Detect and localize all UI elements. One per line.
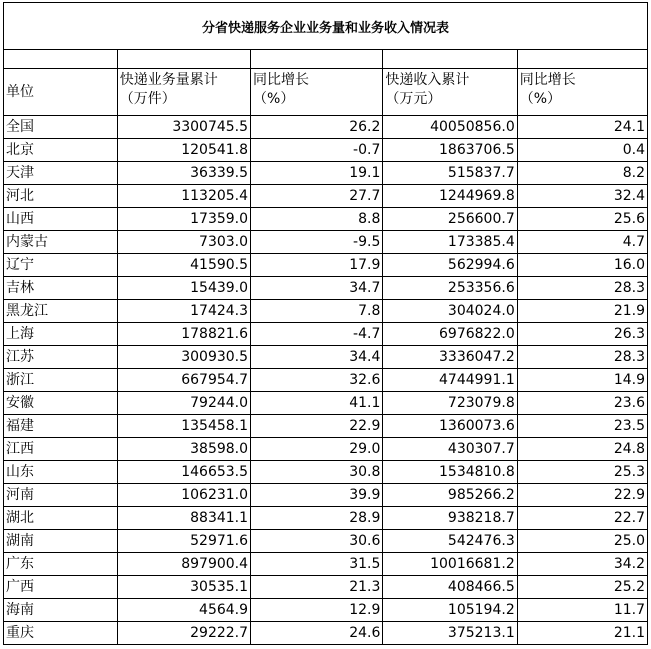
volume-cell[interactable]: 7303.0 <box>117 231 250 254</box>
revenue-yoy-cell[interactable]: 16.0 <box>517 254 647 277</box>
volume-yoy-cell[interactable]: -9.5 <box>251 231 383 254</box>
region-cell[interactable]: 内蒙古 <box>4 231 118 254</box>
region-cell[interactable]: 上海 <box>4 323 118 346</box>
region-cell[interactable]: 辽宁 <box>4 254 118 277</box>
revenue-yoy-cell[interactable]: 24.8 <box>517 438 647 461</box>
volume-yoy-cell[interactable]: 30.8 <box>251 461 383 484</box>
revenue-cell[interactable]: 10016681.2 <box>383 553 517 576</box>
table-row <box>4 461 648 484</box>
revenue-cell[interactable]: 723079.8 <box>383 392 517 415</box>
region-cell[interactable]: 海南 <box>4 599 118 622</box>
revenue-yoy-cell[interactable]: 23.5 <box>517 415 647 438</box>
volume-cell[interactable]: 3300745.5 <box>117 116 250 139</box>
blank-cell[interactable] <box>117 50 250 69</box>
revenue-cell[interactable]: 542476.3 <box>383 530 517 553</box>
volume-yoy-cell[interactable]: 7.8 <box>251 300 383 323</box>
region-cell[interactable]: 河南 <box>4 484 118 507</box>
volume-yoy-cell[interactable]: 28.9 <box>251 507 383 530</box>
table-row <box>4 116 648 139</box>
volume-cell[interactable]: 36339.5 <box>117 162 250 185</box>
revenue-yoy-cell[interactable]: 28.3 <box>517 277 647 300</box>
region-cell[interactable]: 山西 <box>4 208 118 231</box>
region-cell[interactable]: 江苏 <box>4 346 118 369</box>
header-volume-yoy-label: 同比增长 <box>253 72 310 88</box>
header-row <box>4 69 648 116</box>
revenue-yoy-cell[interactable]: 25.6 <box>517 208 647 231</box>
volume-cell[interactable]: 30535.1 <box>117 576 250 599</box>
region-cell[interactable]: 山东 <box>4 461 118 484</box>
blank-cell[interactable] <box>517 50 647 69</box>
volume-yoy-cell[interactable]: 34.7 <box>251 277 383 300</box>
table-row <box>4 254 648 277</box>
revenue-yoy-cell[interactable]: 25.2 <box>517 576 647 599</box>
volume-yoy-cell[interactable]: 24.6 <box>251 622 383 645</box>
region-cell[interactable]: 湖北 <box>4 507 118 530</box>
table-row <box>4 185 648 208</box>
blank-cell[interactable] <box>4 50 118 69</box>
revenue-yoy-cell[interactable]: 26.3 <box>517 323 647 346</box>
revenue-cell[interactable]: 515837.7 <box>383 162 517 185</box>
table-row <box>4 277 648 300</box>
volume-yoy-cell[interactable]: 29.0 <box>251 438 383 461</box>
revenue-yoy-cell[interactable]: 24.1 <box>517 116 647 139</box>
revenue-yoy-cell[interactable]: 14.9 <box>517 369 647 392</box>
volume-cell[interactable]: 106231.0 <box>117 484 250 507</box>
region-cell[interactable]: 天津 <box>4 162 118 185</box>
header-revenue-unit: （万元） <box>385 91 442 107</box>
table-row <box>4 507 648 530</box>
revenue-yoy-cell[interactable]: 25.0 <box>517 530 647 553</box>
volume-cell[interactable]: 113205.4 <box>117 185 250 208</box>
spreadsheet-sheet <box>3 2 648 645</box>
table-row <box>4 392 648 415</box>
volume-cell[interactable]: 4564.9 <box>117 599 250 622</box>
table-row <box>4 599 648 622</box>
region-cell[interactable]: 江西 <box>4 438 118 461</box>
volume-yoy-cell[interactable]: 21.3 <box>251 576 383 599</box>
header-volume-unit: （万件） <box>119 91 176 107</box>
header-revenue[interactable] <box>383 69 517 116</box>
revenue-yoy-cell[interactable]: 32.4 <box>517 185 647 208</box>
revenue-cell[interactable]: 40050856.0 <box>383 116 517 139</box>
volume-yoy-cell[interactable]: 31.5 <box>251 553 383 576</box>
revenue-yoy-cell[interactable]: 25.3 <box>517 461 647 484</box>
revenue-cell[interactable]: 6976822.0 <box>383 323 517 346</box>
revenue-yoy-cell[interactable]: 4.7 <box>517 231 647 254</box>
blank-cell[interactable] <box>251 50 383 69</box>
revenue-cell[interactable]: 1360073.6 <box>383 415 517 438</box>
blank-cell[interactable] <box>383 50 517 69</box>
revenue-cell[interactable]: 256600.7 <box>383 208 517 231</box>
volume-cell[interactable]: 79244.0 <box>117 392 250 415</box>
volume-cell[interactable]: 120541.8 <box>117 139 250 162</box>
header-unit[interactable]: 单位 <box>4 69 118 116</box>
region-cell[interactable]: 安徽 <box>4 392 118 415</box>
table-row <box>4 484 648 507</box>
revenue-cell[interactable]: 375213.1 <box>383 622 517 645</box>
revenue-cell[interactable]: 304024.0 <box>383 300 517 323</box>
volume-yoy-cell[interactable]: 32.6 <box>251 369 383 392</box>
table-row <box>4 530 648 553</box>
region-cell[interactable]: 北京 <box>4 139 118 162</box>
revenue-yoy-cell[interactable]: 28.3 <box>517 346 647 369</box>
volume-yoy-cell[interactable]: 26.2 <box>251 116 383 139</box>
revenue-cell[interactable]: 938218.7 <box>383 507 517 530</box>
region-cell[interactable]: 福建 <box>4 415 118 438</box>
volume-yoy-cell[interactable]: 39.9 <box>251 484 383 507</box>
revenue-cell[interactable]: 253356.6 <box>383 277 517 300</box>
volume-cell[interactable]: 178821.6 <box>117 323 250 346</box>
region-cell[interactable]: 湖南 <box>4 530 118 553</box>
table-title: 分省快递服务企业业务量和业务收入情况表 <box>3 2 648 49</box>
table-row <box>4 323 648 346</box>
header-revenue-yoy-unit: （%） <box>519 91 562 107</box>
volume-cell[interactable]: 15439.0 <box>117 277 250 300</box>
header-revenue-yoy-label: 同比增长 <box>519 72 576 88</box>
revenue-yoy-cell[interactable]: 21.9 <box>517 300 647 323</box>
volume-yoy-cell[interactable]: 34.4 <box>251 346 383 369</box>
revenue-cell[interactable]: 3336047.2 <box>383 346 517 369</box>
revenue-yoy-cell[interactable]: 8.2 <box>517 162 647 185</box>
table-row <box>4 208 648 231</box>
table-row <box>4 438 648 461</box>
table-row <box>4 139 648 162</box>
volume-yoy-cell[interactable]: 8.8 <box>251 208 383 231</box>
volume-cell[interactable]: 667954.7 <box>117 369 250 392</box>
volume-yoy-cell[interactable]: 22.9 <box>251 415 383 438</box>
volume-cell[interactable]: 52971.6 <box>117 530 250 553</box>
volume-cell[interactable]: 897900.4 <box>117 553 250 576</box>
revenue-cell[interactable]: 4744991.1 <box>383 369 517 392</box>
volume-yoy-cell[interactable]: 17.9 <box>251 254 383 277</box>
volume-cell[interactable]: 29222.7 <box>117 622 250 645</box>
table-row <box>4 415 648 438</box>
revenue-yoy-cell[interactable]: 0.4 <box>517 139 647 162</box>
volume-cell[interactable]: 135458.1 <box>117 415 250 438</box>
region-cell[interactable]: 全国 <box>4 116 118 139</box>
region-cell[interactable]: 广东 <box>4 553 118 576</box>
revenue-yoy-cell[interactable]: 21.1 <box>517 622 647 645</box>
region-cell[interactable]: 黑龙江 <box>4 300 118 323</box>
header-revenue-yoy[interactable] <box>517 69 647 116</box>
volume-yoy-cell[interactable]: 19.1 <box>251 162 383 185</box>
revenue-cell[interactable]: 1863706.5 <box>383 139 517 162</box>
region-cell[interactable]: 河北 <box>4 185 118 208</box>
volume-cell[interactable]: 41590.5 <box>117 254 250 277</box>
volume-yoy-cell[interactable]: 30.6 <box>251 530 383 553</box>
table-row <box>4 346 648 369</box>
volume-cell[interactable]: 300930.5 <box>117 346 250 369</box>
header-volume-yoy[interactable] <box>251 69 383 116</box>
volume-yoy-cell[interactable]: -0.7 <box>251 139 383 162</box>
revenue-cell[interactable]: 562994.6 <box>383 254 517 277</box>
revenue-yoy-cell[interactable]: 11.7 <box>517 599 647 622</box>
volume-yoy-cell[interactable]: -4.7 <box>251 323 383 346</box>
header-revenue-label: 快递收入累计 <box>385 72 470 88</box>
revenue-cell[interactable]: 173385.4 <box>383 231 517 254</box>
volume-yoy-cell[interactable]: 12.9 <box>251 599 383 622</box>
revenue-yoy-cell[interactable]: 22.9 <box>517 484 647 507</box>
volume-cell[interactable]: 17359.0 <box>117 208 250 231</box>
revenue-yoy-cell[interactable]: 34.2 <box>517 553 647 576</box>
table-row <box>4 553 648 576</box>
region-cell[interactable]: 浙江 <box>4 369 118 392</box>
data-table <box>3 49 648 645</box>
revenue-yoy-cell[interactable]: 22.7 <box>517 507 647 530</box>
table-row <box>4 622 648 645</box>
blank-row <box>4 50 648 69</box>
volume-cell[interactable]: 17424.3 <box>117 300 250 323</box>
revenue-yoy-cell[interactable]: 23.6 <box>517 392 647 415</box>
table-row <box>4 369 648 392</box>
volume-cell[interactable]: 88341.1 <box>117 507 250 530</box>
header-volume-label: 快递业务量累计 <box>119 72 218 88</box>
header-volume[interactable] <box>117 69 250 116</box>
table-row <box>4 231 648 254</box>
volume-yoy-cell[interactable]: 27.7 <box>251 185 383 208</box>
region-cell[interactable]: 重庆 <box>4 622 118 645</box>
revenue-cell[interactable]: 985266.2 <box>383 484 517 507</box>
revenue-cell[interactable]: 408466.5 <box>383 576 517 599</box>
table-row <box>4 300 648 323</box>
revenue-cell[interactable]: 430307.7 <box>383 438 517 461</box>
header-volume-yoy-unit: （%） <box>253 91 295 107</box>
volume-cell[interactable]: 38598.0 <box>117 438 250 461</box>
region-cell[interactable]: 吉林 <box>4 277 118 300</box>
revenue-cell[interactable]: 1534810.8 <box>383 461 517 484</box>
revenue-cell[interactable]: 105194.2 <box>383 599 517 622</box>
region-cell[interactable]: 广西 <box>4 576 118 599</box>
table-row <box>4 576 648 599</box>
volume-yoy-cell[interactable]: 41.1 <box>251 392 383 415</box>
revenue-cell[interactable]: 1244969.8 <box>383 185 517 208</box>
table-row <box>4 162 648 185</box>
volume-cell[interactable]: 146653.5 <box>117 461 250 484</box>
